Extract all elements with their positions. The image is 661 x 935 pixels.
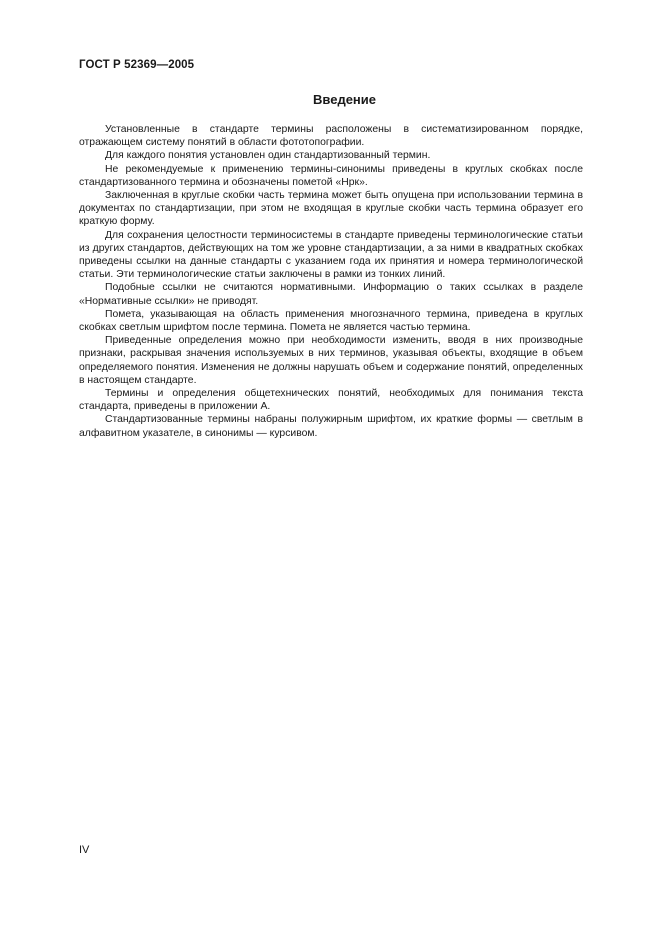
paragraph: Для сохранения целостности терминосистемы в стандарте приведены терминологические статьи из других стандартов, действующих на том же уровне стандартизации, а за ними в квадратных скобках приведены ссылки на данные стандарты с указанием года их принятия и номера терминологической статьи. Эти терминологические статьи заключены в рамки из тонких линий. (79, 229, 583, 281)
paragraph: Помета, указывающая на область применения многозначного термина, приведена в круглых скобках светлым шрифтом после термина. Помета не является частью термина. (79, 308, 583, 334)
introduction-body (79, 123, 583, 440)
paragraph: Заключенная в круглые скобки часть термина может быть опущена при использовании термина в документах по стандартизации, при этом не входящая в круглые скобки часть термина образует его краткую форму. (79, 190, 583, 228)
paragraph: Не рекомендуемые к применению термины-синонимы приведены в круглых скобках после стандартизованного термина и обозначены пометой «Нрк». (79, 163, 583, 188)
paragraph: Подобные ссылки не считаются нормативными. Информацию о таких ссылках в разделе «Нормативные ссылки» не приводят. (79, 282, 583, 307)
paragraph: Для каждого понятия установлен один стандартизованный термин. (105, 150, 431, 162)
paragraph: Стандартизованные термины набраны полужирным шрифтом, их краткие формы — светлым в алфавитном указателе, в синонимы — курсивом. (79, 414, 583, 439)
section-title: Введение (313, 92, 376, 107)
document-header: ГОСТ Р 52369—2005 (79, 59, 195, 71)
page-number: IV (79, 844, 90, 856)
paragraph: Установленные в стандарте термины расположены в систематизированном порядке, отражающем систему понятий в области фототопографии. (79, 124, 583, 149)
paragraph: Приведенные определения можно при необходимости изменить, вводя в них производные признаки, раскрывая значения используемых в них терминов, указывая объекты, входящие в объем определяемого понятия. Изменения не должны нарушать объем и содержание понятий, определенных в настоящем стандарте. (79, 335, 583, 386)
paragraph: Термины и определения общетехнических понятий, необходимых для понимания текста стандарта, приведены в приложении А. (79, 388, 583, 413)
